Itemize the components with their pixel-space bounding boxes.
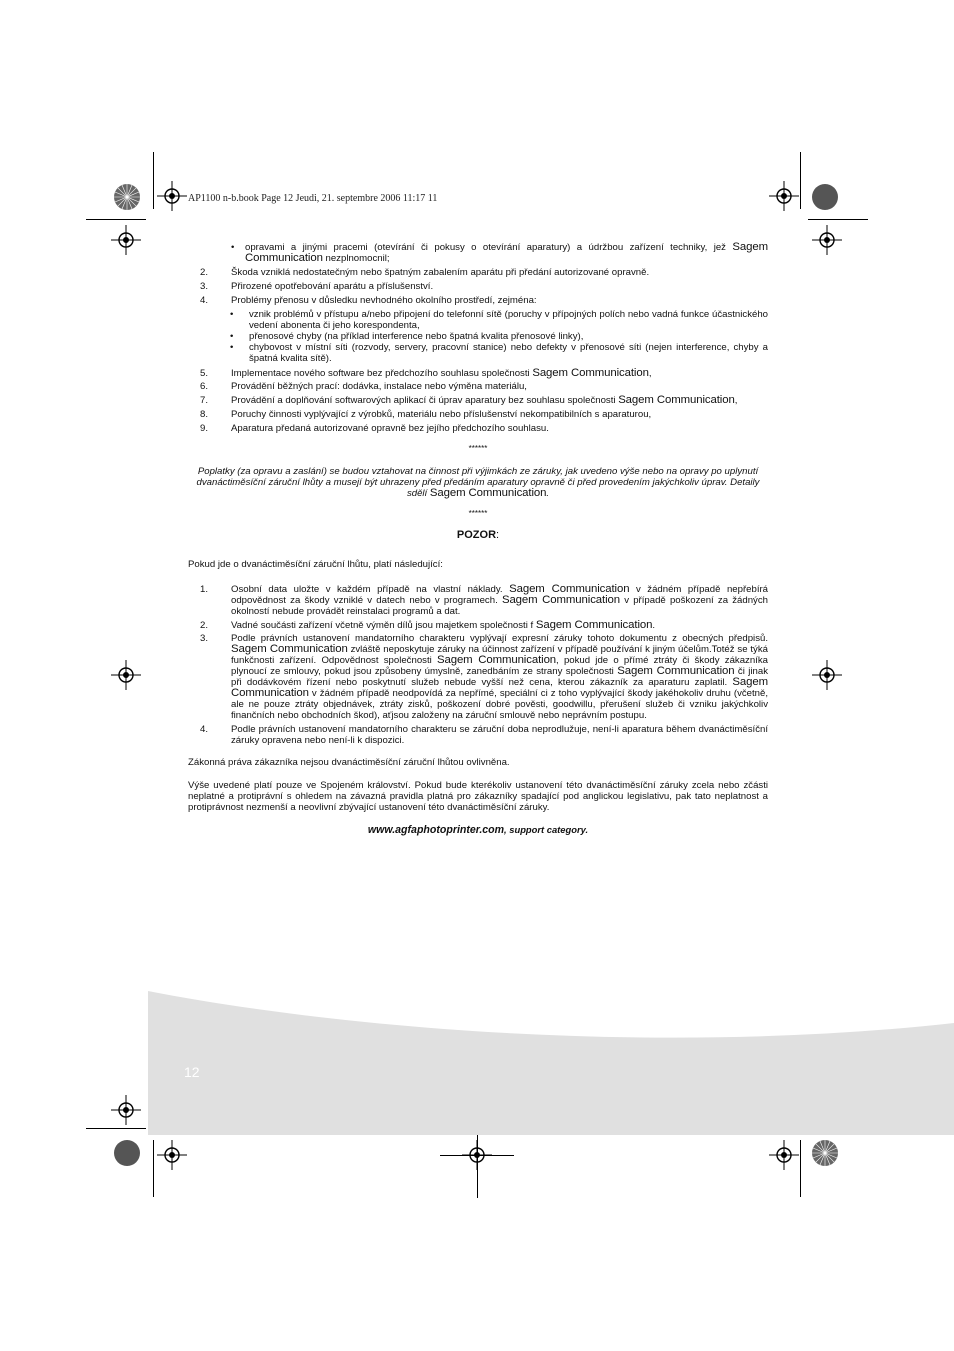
brand-name: Sagem Communication xyxy=(509,583,630,595)
separator-stars: ****** xyxy=(468,509,488,518)
list-item: 8. Poruchy činnosti vyplývající z výrobků, materiálu nebo příslušenství nekompatibilních s aparaturou, xyxy=(199,409,652,420)
list-item: 4. Problémy přenosu v důsledku nevhodného okolního prostředí, zejména: xyxy=(199,295,537,306)
crop-mark xyxy=(477,1128,478,1198)
brand-name: Sagem Communication xyxy=(231,643,348,655)
registration-target-icon xyxy=(812,225,842,255)
fees-note: Poplatky (za opravu a zaslání) se budou vztahovat na činnost při výjimkách ze záruky, jak uvedeno výše nebo na opravy po uplynutí dvanáctiměsíční záruční lhůty a musejí být uhrazeny před předáním aparatury opravně či před provedením jakýchkoliv úprav. Detaily sdělí Sagem Communication. xyxy=(196,466,760,499)
bullet: • xyxy=(230,309,234,320)
registration-target-icon xyxy=(769,181,799,211)
list-item: 6. Provádění běžných prací: dodávka, instalace nebo výměna materiálu, xyxy=(199,381,527,392)
list-item: 3. Přirozené opotřebování aparátu a příslušenství. xyxy=(199,281,434,292)
statutory-rights: Zákonná práva zákazníka nejsou dvanáctiměsíční záruční lhůtou ovlivněna. xyxy=(188,757,510,768)
sub-list-item: • chybovost v místní síti (rozvody, servery, pracovní stanice) nebo defekty v přenosové síti (nejen interference, chyby a špatná kvalita sítě). xyxy=(230,342,768,364)
page-number: 12 xyxy=(184,1064,200,1080)
registration-target-icon xyxy=(111,660,141,690)
list-item: 5. Implementace nového software bez předchozího souhlasu společnosti Sagem Communication, xyxy=(199,367,652,379)
crop-mark xyxy=(86,219,146,220)
bullet: • xyxy=(230,342,234,353)
list-item: 9. Aparatura předaná autorizované opravně bez jejího předchozího souhlasu. xyxy=(199,423,549,434)
registration-target-icon xyxy=(157,181,187,211)
brand-name: Sagem Communication xyxy=(436,654,557,666)
document-body xyxy=(188,242,768,836)
color-register-starburst-icon xyxy=(811,183,839,211)
brand-name: Sagem Communication xyxy=(429,487,547,499)
registration-target-icon xyxy=(157,1140,187,1170)
registration-target-icon xyxy=(812,660,842,690)
brand-name: Sagem Communication xyxy=(501,594,620,606)
crop-mark xyxy=(153,1140,154,1197)
list-item: 2. Škoda vzniklá nedostatečným nebo špatným zabalením aparátu při předání autorizované opravně. xyxy=(199,267,650,278)
uk-note: Výše uvedené platí pouze ve Spojeném království. Pokud bude kterékoliv ustanovení této dvanáctiměsíční záruky zcela nebo zčásti neplatné a protiprávní s ohledem na závazná pravidla platná pro zákazníky spadající pod anglickou legislativu, pak tato neplatnost a protiprávnost nezmenší a neovlivní zbývající ustanovení této dvanáctiměsíční záruky. xyxy=(188,780,768,813)
footer-band xyxy=(148,985,954,1135)
intro-paragraph: Pokud jde o dvanáctiměsíční záruční lhůtu, platí následující: xyxy=(188,559,443,570)
list-item: 2. Vadné součásti zařízení včetně výměn dílů jsou majetkem společnosti f Sagem Communication. xyxy=(199,619,656,631)
list-item: 4. Podle právních ustanovení mandatorního charakteru se záruční doba neprodlužuje, není-li aparatura během dvanáctiměsíční záruky opravena nebo není-li k dispozici. xyxy=(199,724,768,746)
color-register-starburst-icon xyxy=(811,1139,839,1167)
brand-name: Sagem Communication xyxy=(618,394,735,406)
brand-name: Sagem Communication xyxy=(231,676,768,699)
crop-mark xyxy=(800,1140,801,1197)
color-register-starburst-icon xyxy=(113,183,141,211)
brand-name: Sagem Communication xyxy=(245,241,768,264)
separator-stars: ****** xyxy=(468,444,488,453)
list-item: 7. Provádění a doplňování softwarových aplikací či úprav aparatury bez souhlasu společnosti Sagem Communication, xyxy=(199,394,738,406)
registration-target-icon xyxy=(111,225,141,255)
registration-target-icon xyxy=(111,1095,141,1125)
sub-list-item: • přenosové chyby (na příklad interference nebo špatná kvalita přenosové linky), xyxy=(230,331,584,342)
crop-mark xyxy=(153,152,154,209)
brand-name: Sagem Communication xyxy=(532,367,649,379)
website-link[interactable]: www.agfaphotoprinter.com xyxy=(367,824,505,836)
sub-list-item: • vznik problémů v přístupu a/nebo připojení do telefonní sítě (poruchy v přípojných polích nebo vadná funkce účastnického vedení abonenta či jeho korespondenta, xyxy=(230,309,768,331)
bullet: • xyxy=(230,331,234,342)
crop-mark xyxy=(808,219,868,220)
color-register-starburst-icon xyxy=(113,1139,141,1167)
list-item: • opravami a jinými pracemi (otevírání či pokusy o otevírání aparatury) a údržbou zařízení techniky, jež Sagem Communication nezplnomocnil; xyxy=(231,241,768,264)
list-item: 1. Osobní data uložte v každém případě na vlastní náklady. Sagem Communication v žádném případě nepřebírá odpovědnost za škody vzniklé v datech nebo v programech. Sagem Communication v případě poškození za žádných okolností nebude provádět reinstalaci programů a dat. xyxy=(199,583,769,617)
website-line: www.agfaphotoprinter.com, support category. xyxy=(367,824,589,836)
crop-mark xyxy=(86,1128,146,1129)
brand-name: Sagem Communication xyxy=(617,665,735,677)
running-header: AP1100 n-b.book Page 12 Jeudi, 21. septembre 2006 11:17 11 xyxy=(188,193,438,204)
registration-target-icon xyxy=(769,1140,799,1170)
list-item: 3. Podle právních ustanovení mandatorního charakteru vyplývají expresní záruky tohoto dokumentu z obecných předpisů. Sagem Communication zvláště neposkytuje záruky na účinnost zařízení v případě používání k jiným účelům.Totéž se týká funkčnosti zařízení. Odpovědnost společnosti Sagem Communication, pokud jde o přímé ztráty či škody zákazníka plynoucí ze smlouvy, pokud jsou způsobeny úmyslně, zanedbáním ze strany společnosti Sagem Communication či jinak při dodávkovém řízení nebo poskytnutí služeb nebude vyšší než cena, kterou zákazník za aparaturu zaplatil. Sagem Communication v žádném případě neodpovídá za nepřímé, speciální ci z toho vyplývající škody jakéhokoliv druhu (včetně, ale ne pouze ztráty objednávek, ztráty zisků, poškození dobré pověsti, goodwillu, přerušení služeb či vzniku jakýchkoliv finančních nebo obchodních škod), aťjsou založeny na záruční smlouvě nebo neprávním postupu. xyxy=(199,633,768,721)
brand-name: Sagem Communication xyxy=(535,619,653,631)
notice-heading: POZOR: xyxy=(456,529,500,541)
crop-mark xyxy=(800,152,801,209)
bullet: • xyxy=(231,242,235,253)
